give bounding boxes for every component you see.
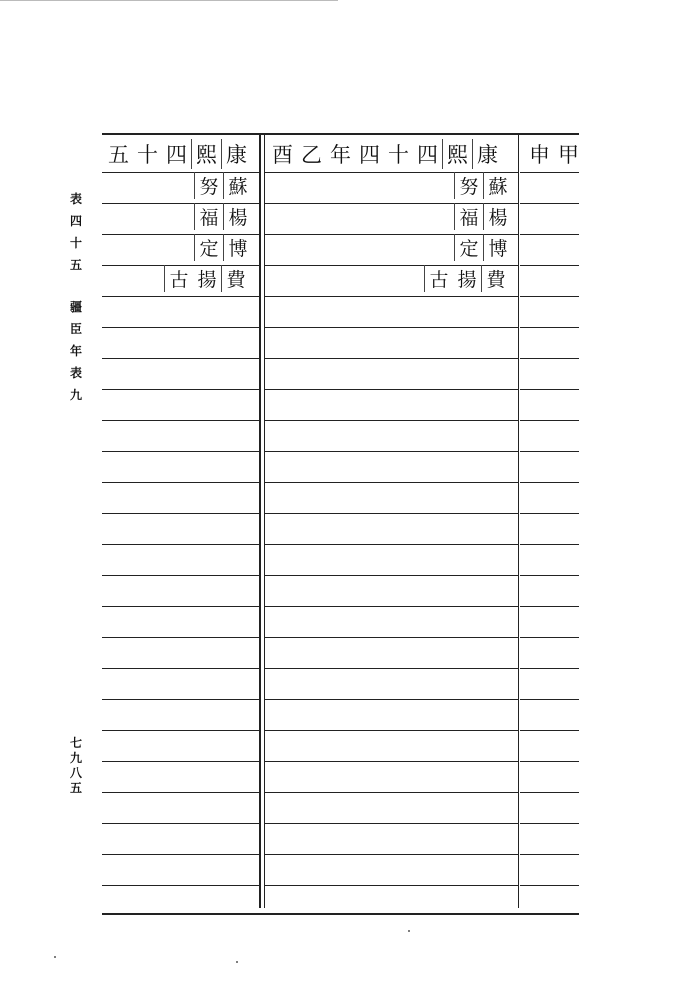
row-rule [264, 358, 518, 359]
row-rule [520, 699, 579, 700]
row-rule [102, 637, 259, 638]
row-rule [102, 327, 259, 328]
name-char: 蘇 [483, 172, 512, 199]
name-char: 福 [194, 203, 223, 230]
row-rule [102, 854, 259, 855]
name-char: 博 [223, 234, 252, 261]
row-rule [102, 761, 259, 762]
row-rule [264, 854, 518, 855]
row-rule [102, 575, 259, 576]
margin-char: 疆 [69, 300, 82, 314]
row-rule [102, 482, 259, 483]
header-char: 康 [221, 139, 251, 169]
row-rule [520, 823, 579, 824]
row-rule [264, 606, 518, 607]
row-rule [520, 544, 579, 545]
row-rule [520, 730, 579, 731]
header-char: 四 [359, 143, 380, 167]
row-rule [102, 296, 259, 297]
scan-speck [236, 961, 238, 963]
column-divider [518, 135, 519, 908]
header-char: 十 [137, 143, 158, 167]
official-name [194, 232, 252, 262]
column-header [268, 139, 502, 169]
page-number-char: 七 [69, 736, 82, 750]
row-rule [520, 420, 579, 421]
row-rule [102, 606, 259, 607]
name-char: 蘇 [223, 172, 252, 199]
row-rule [264, 885, 518, 886]
row-rule [264, 823, 518, 824]
row-rule [102, 420, 259, 421]
row-rule [520, 327, 579, 328]
row-rule [264, 513, 518, 514]
header-char: 十 [388, 143, 409, 167]
header-char: 四 [417, 143, 438, 167]
scan-speck [54, 956, 56, 958]
header-char: 熙 [191, 139, 221, 169]
name-char: 揚 [457, 268, 477, 291]
row-rule [520, 451, 579, 452]
official-name [454, 170, 512, 200]
row-rule [520, 792, 579, 793]
row-rule [102, 792, 259, 793]
name-char: 定 [194, 234, 223, 261]
official-name [424, 263, 510, 293]
row-rule [264, 792, 518, 793]
row-rule [520, 575, 579, 576]
scan-speck [408, 930, 410, 932]
margin-char: 四 [69, 214, 82, 228]
column-header [104, 139, 251, 169]
row-rule [264, 327, 518, 328]
row-rule [520, 637, 579, 638]
row-rule [264, 451, 518, 452]
row-rule [102, 389, 259, 390]
name-char: 博 [483, 234, 512, 261]
official-name [454, 201, 512, 231]
header-char: 甲 [558, 143, 579, 167]
header-char: 康 [472, 139, 502, 169]
row-rule [520, 172, 579, 173]
name-char: 揚 [197, 268, 217, 291]
top-rule [0, 0, 338, 1]
row-rule [520, 668, 579, 669]
row-rule [264, 389, 518, 390]
name-char: 古 [424, 265, 453, 292]
header-char: 五 [108, 143, 129, 167]
row-rule [520, 482, 579, 483]
official-name [194, 170, 252, 200]
row-rule [264, 544, 518, 545]
row-rule [520, 389, 579, 390]
row-rule [520, 606, 579, 607]
row-rule [264, 668, 518, 669]
name-char: 努 [194, 172, 223, 199]
header-char: 酉 [272, 143, 293, 167]
table-bottom-border [102, 913, 579, 915]
name-char: 楊 [483, 203, 512, 230]
header-char: 年 [330, 143, 351, 167]
row-rule [102, 699, 259, 700]
page-number-char: 五 [69, 781, 82, 795]
row-rule [520, 296, 579, 297]
table-top-border [102, 133, 579, 135]
row-rule [102, 513, 259, 514]
row-rule [264, 730, 518, 731]
row-rule [520, 854, 579, 855]
row-rule [264, 420, 518, 421]
name-char: 古 [164, 265, 193, 292]
row-rule [520, 761, 579, 762]
row-rule [102, 544, 259, 545]
row-rule [102, 823, 259, 824]
header-char: 申 [529, 143, 550, 167]
margin-char: 五 [69, 258, 82, 272]
margin-title [66, 188, 86, 406]
margin-char: 臣 [69, 322, 82, 336]
page-number [66, 736, 86, 796]
row-rule [102, 668, 259, 669]
row-rule [264, 699, 518, 700]
header-char: 熙 [442, 139, 472, 169]
row-rule [520, 234, 579, 235]
row-rule [264, 482, 518, 483]
row-rule [264, 637, 518, 638]
name-char: 福 [454, 203, 483, 230]
official-name [454, 232, 512, 262]
margin-char: 九 [69, 388, 82, 402]
page-number-char: 八 [69, 766, 82, 780]
name-char: 費 [481, 265, 510, 292]
official-name [194, 201, 252, 231]
name-char: 定 [454, 234, 483, 261]
row-rule [102, 358, 259, 359]
row-rule [520, 203, 579, 204]
name-char: 費 [221, 265, 250, 292]
row-rule [102, 451, 259, 452]
margin-char: 年 [69, 344, 82, 358]
margin-char: 十 [69, 236, 82, 250]
page-number-char: 九 [69, 751, 82, 765]
margin-char: 表 [69, 366, 82, 380]
row-rule [102, 730, 259, 731]
row-rule [102, 885, 259, 886]
row-rule [264, 575, 518, 576]
row-rule [264, 296, 518, 297]
margin-char: 表 [69, 192, 82, 206]
official-name [164, 263, 250, 293]
column-divider [259, 135, 261, 908]
name-char: 努 [454, 172, 483, 199]
row-rule [520, 513, 579, 514]
header-char: 四 [166, 143, 187, 167]
column-divider [264, 135, 265, 908]
row-rule [520, 358, 579, 359]
row-rule [520, 885, 579, 886]
row-rule [520, 265, 579, 266]
row-rule [264, 761, 518, 762]
header-char: 乙 [301, 143, 322, 167]
name-char: 楊 [223, 203, 252, 230]
column-header [525, 139, 583, 169]
